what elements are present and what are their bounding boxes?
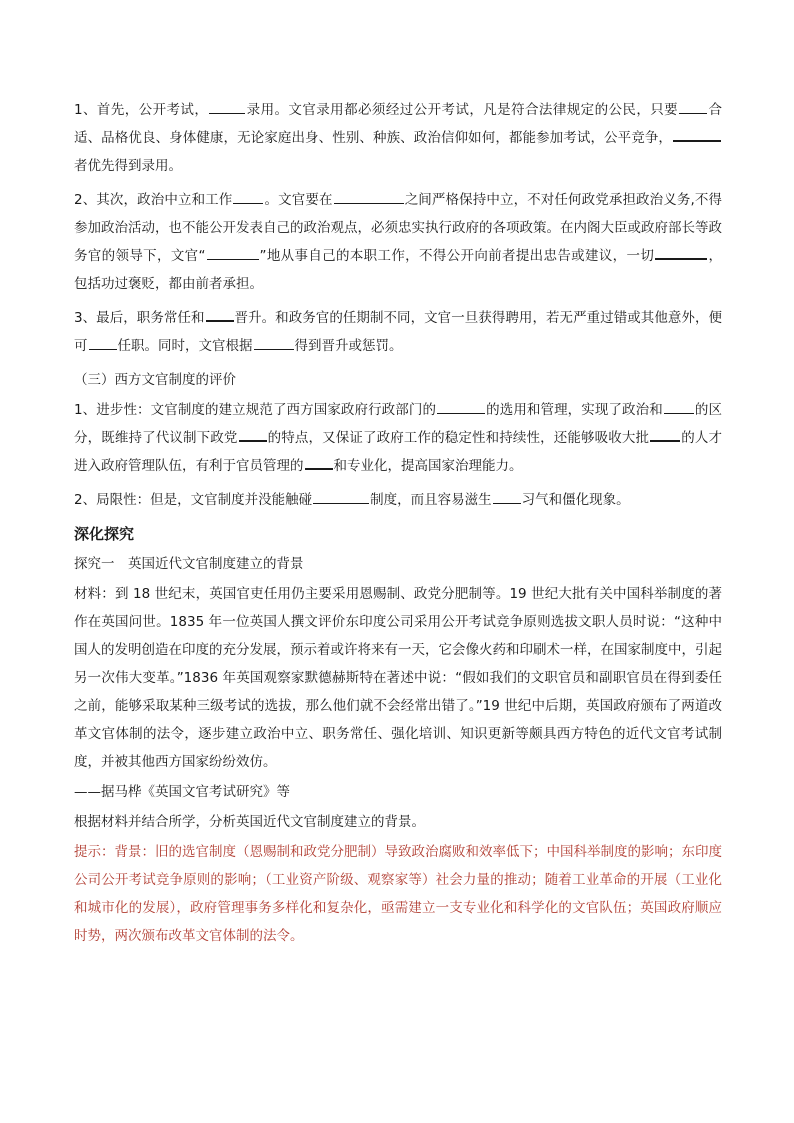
fill-blank[interactable]	[233, 187, 263, 204]
fill-blank[interactable]	[206, 304, 234, 322]
text-segment: 1、进步性：文官制度的建立规范了西方国家政府行政部门的	[74, 402, 437, 418]
fill-blank[interactable]	[664, 397, 694, 414]
fill-blank[interactable]	[254, 333, 294, 350]
text-segment: 1、首先，公开考试，	[74, 102, 209, 118]
text-segment: 制度，而且容易滋生	[370, 492, 492, 508]
fill-blank[interactable]	[650, 424, 680, 442]
material-source: ——据马桦《英国文官考试研究》等	[74, 784, 290, 800]
paragraph-open-exam	[74, 96, 722, 180]
paragraph-political-neutrality	[74, 186, 722, 298]
fill-blank[interactable]	[334, 187, 404, 204]
fill-blank[interactable]	[437, 397, 485, 414]
text-segment: 晋升。和政务官的任期制不同，文官一旦获得聘用，若无严重过错或其他意外，便可	[74, 310, 723, 354]
text-segment: ，包括功过褒贬，都由前者承担。	[74, 248, 723, 292]
text-segment: 的人才进入政府管理队伍，有利于官员管理的	[74, 430, 722, 474]
material-text: 材料：到 18 世纪末，英国官吏任用仍主要采用恩赐制、政党分肥制等。19 世纪大批有关中国科举制度的著作在英国问世。1835 年一位英国人撰文评价东印度公司采用公开考试竞争原则选拔文职人员时说：“这种中国人的发明创造在印度的充分发展，预示着或许将来有一天，它会像火药和印刷术一样，在国家制度中，引起另一次伟大变革。”1836 年英国观察家默德赫斯特在著述中说：“假如我们的文职官员和副职官员在得到委任之前，能够采取某种三级考试的选拔，那么他们就不会经常出错了。”19 世纪中后期，英国政府颁布了两道改革文官体制的法令，逐步建立政治中立、职务常任、强化培训、知识更新等颇具西方特色的近代文官考试制度，并被其他西方国家纷纷效仿。	[74, 586, 722, 770]
text-segment: 者优先得到录用。	[74, 158, 182, 174]
fill-blank[interactable]	[655, 242, 707, 260]
fill-blank[interactable]	[493, 487, 521, 504]
text-segment: 3、最后，职务常任和	[74, 310, 205, 326]
fill-blank[interactable]	[89, 333, 117, 350]
document-page	[74, 96, 722, 956]
text-segment: 和专业化，提高国家治理能力。	[333, 458, 523, 474]
fill-blank[interactable]	[209, 97, 245, 114]
deepening-heading: 深化探究	[74, 525, 135, 543]
text-segment: 任职。同时，文官根据	[117, 338, 253, 354]
text-segment: 习气和僵化现象。	[521, 492, 630, 508]
text-segment: 得到晋升或惩罚。	[294, 338, 403, 354]
text-segment: 2、其次，政治中立和工作	[74, 192, 233, 208]
text-segment: 的区分，既维持了代议制下政党	[74, 402, 723, 446]
paragraph-tenure	[74, 304, 722, 360]
text-segment: ”地从事自己的本职工作，不得公开向前者提出忠告或建议，一切	[259, 248, 655, 264]
hint-answer: 提示：背景：旧的选官制度（恩赐制和政党分肥制）导致政治腐败和效率低下；中国科举制度的影响；东印度公司公开考试竞争原则的影响；（工业资产阶级、观察家等）社会力量的推动；随着工业革命的开展（工业化和城市化的发展），政府管理事务多样化和复杂化，亟需建立一支专业化和科学化的文官队伍；英国政府顺应时势，两次颁布改革文官体制的法令。	[74, 844, 722, 944]
fill-blank[interactable]	[673, 124, 721, 142]
fill-blank[interactable]	[313, 487, 369, 504]
fill-blank[interactable]	[207, 243, 259, 260]
text-segment: 录用。文官录用都必须经过公开考试，凡是符合法律规定的公民，只要	[246, 102, 679, 118]
fill-blank[interactable]	[305, 452, 333, 470]
text-segment: 2、局限性：但是，文官制度并没能触碰	[74, 492, 313, 508]
paragraph-progressiveness	[74, 396, 722, 480]
section-title-evaluation: （三）西方文官制度的评价	[74, 372, 236, 388]
paragraph-limitations	[74, 486, 722, 514]
text-segment: 。文官要在	[264, 192, 333, 208]
inquiry-question: 根据材料并结合所学，分析英国近代文官制度建立的背景。	[74, 814, 425, 830]
fill-blank[interactable]	[239, 424, 267, 442]
text-segment: 的特点，又保证了政府工作的稳定性和持续性，还能够吸收大批	[267, 430, 650, 446]
fill-blank[interactable]	[679, 97, 707, 114]
text-segment: 之间严格保持中立，不对任何政党承担政治义务,不得参加政治活动，也不能公开发表自己的政治观点，必须忠实执行政府的各项政策。在内阁大臣或政府部长等政务官的领导下，文官“	[74, 192, 723, 264]
text-segment: 的选用和管理，实现了政治和	[486, 402, 663, 418]
inquiry-title: 探究一 英国近代文官制度建立的背景	[74, 556, 304, 572]
text-segment: 合适、品格优良、身体健康，无论家庭出身、性别、种族、政治信仰如何，都能参加考试，公平竞争，	[74, 102, 723, 146]
